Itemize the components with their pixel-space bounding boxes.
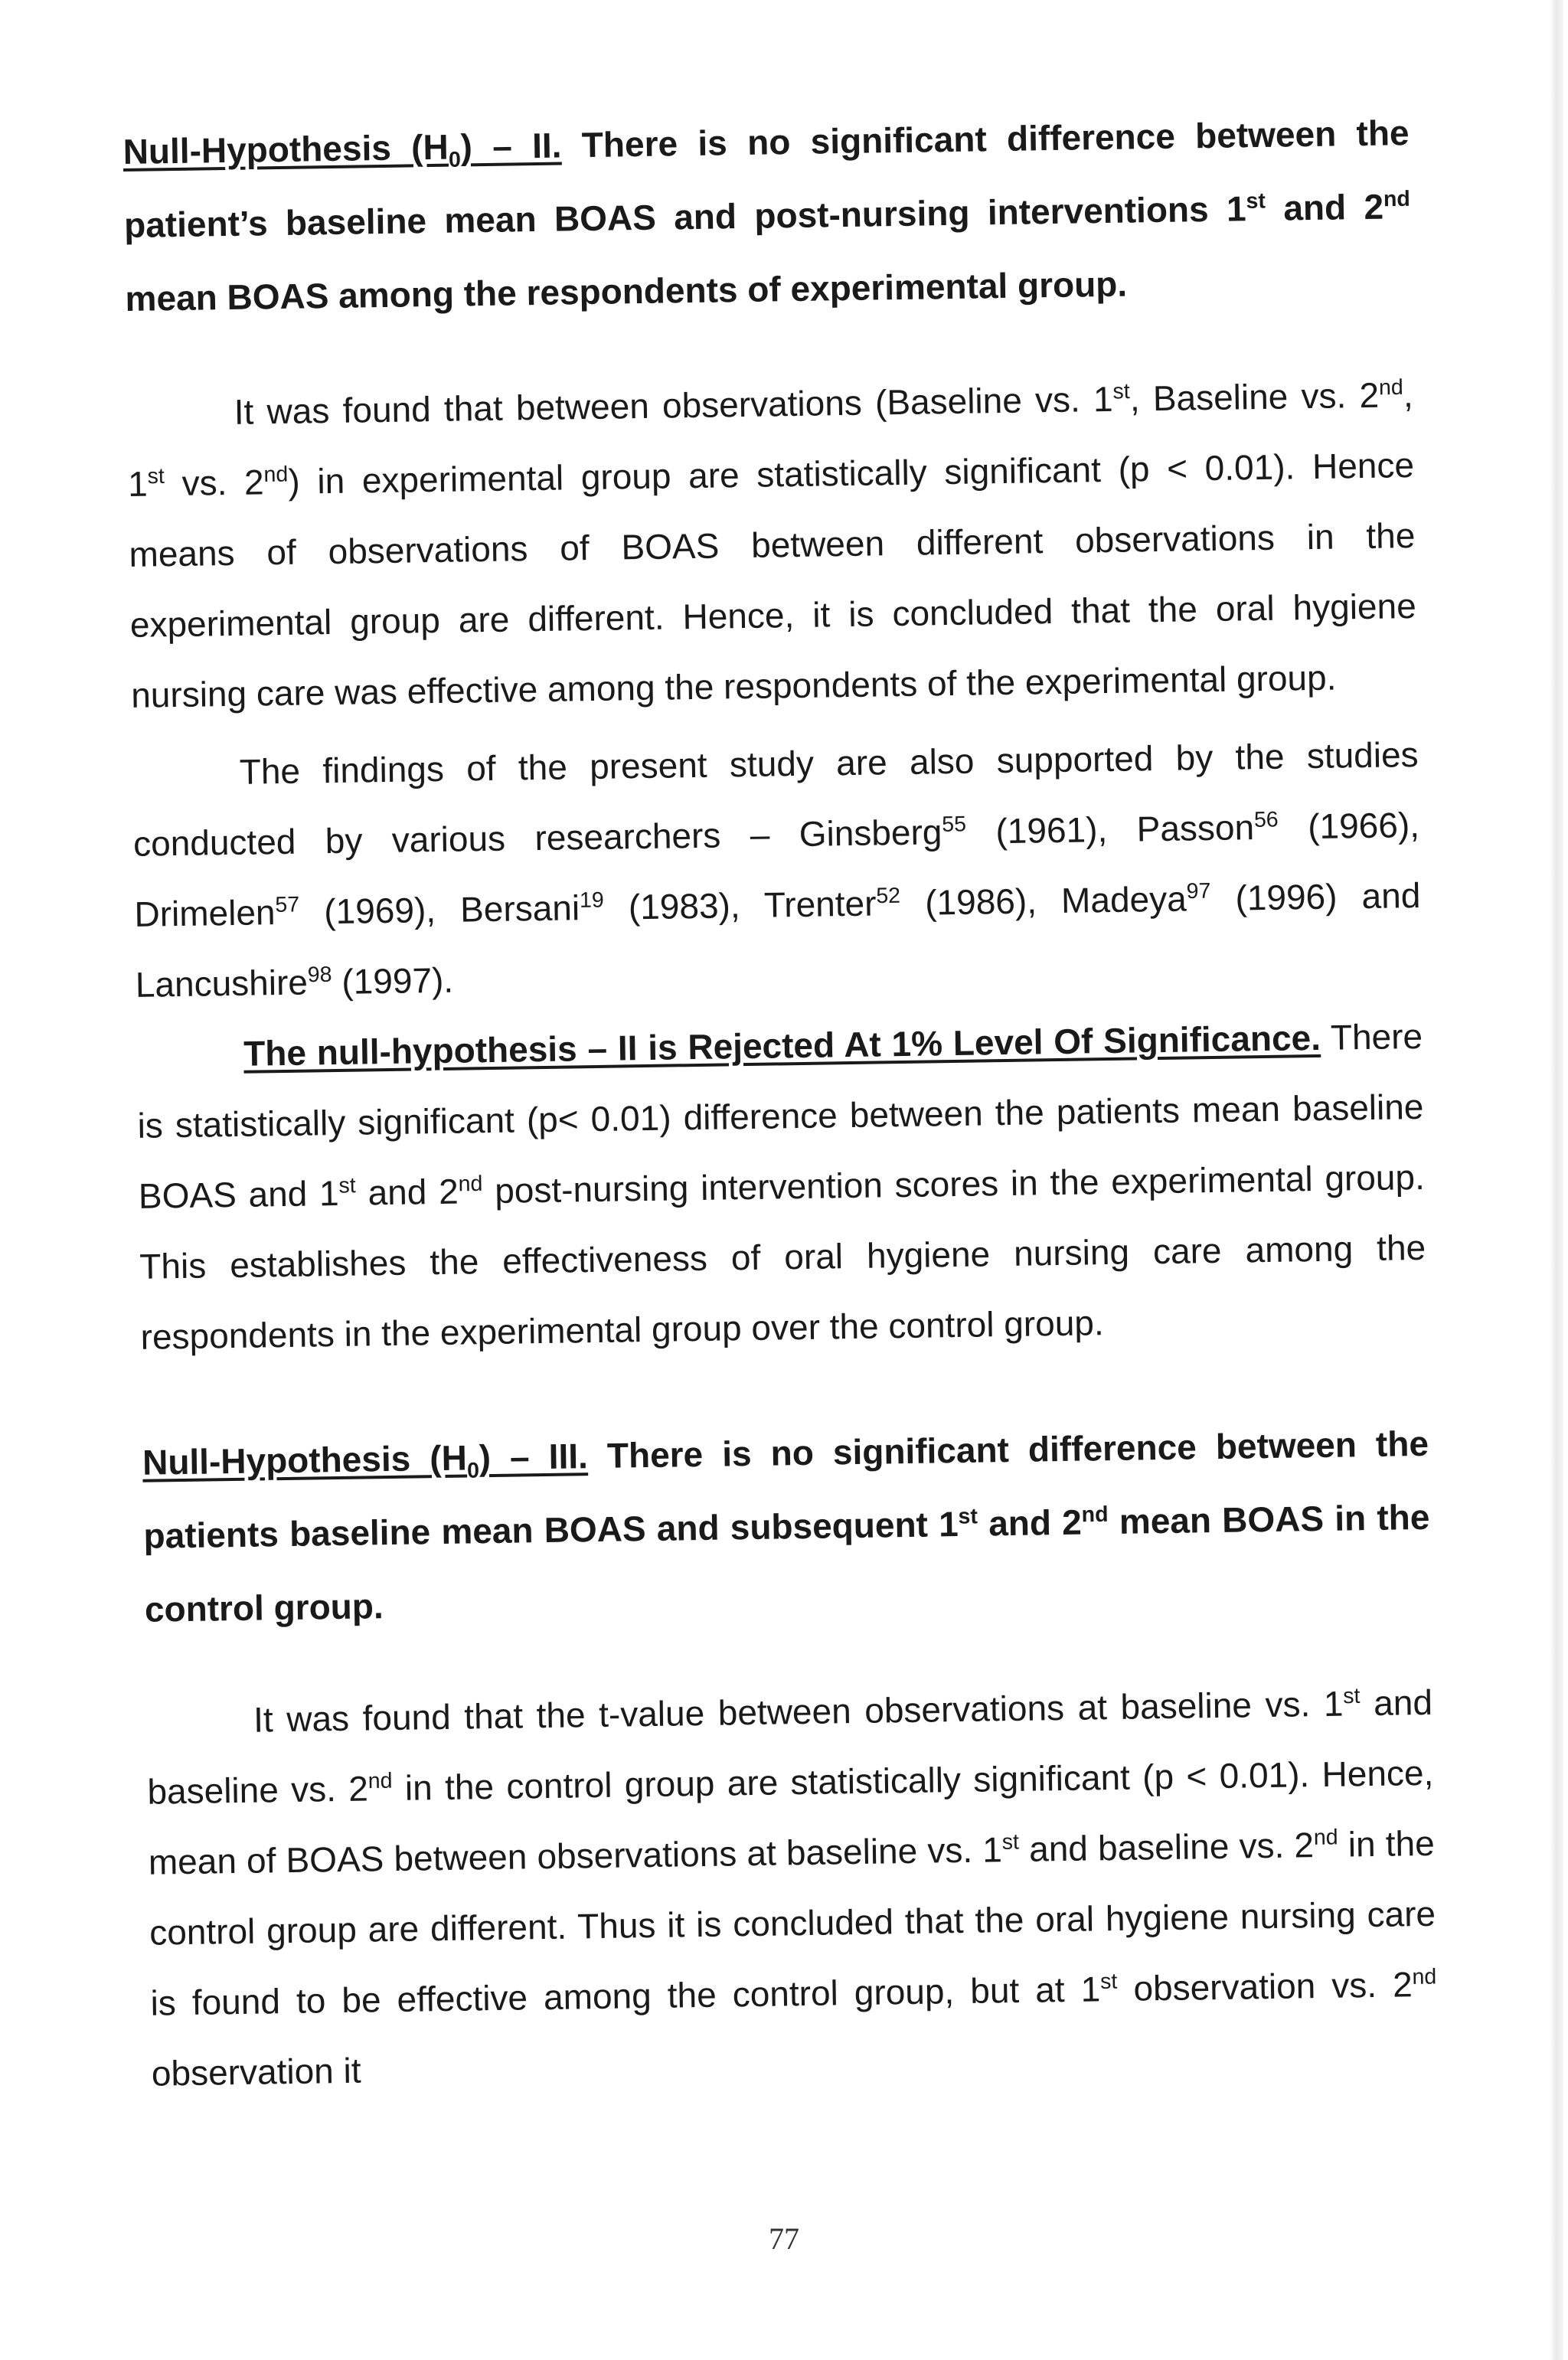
null-hypothesis-iii: Null-Hypothesis $(H_0)$ – III. There is no significant difference between the patients baseline mean BOAS and subsequent 1st and 2nd mean BOAS in the control group. (142, 1423, 1430, 1629)
paragraph-hypothesis-ii-rejected: The null-hypothesis – II is Rejected At 1% Level Of Significance. There is statistically significant (p< 0.01) difference between the patients mean baseline BOAS and 1st and 2nd post-nursing intervention scores in the experimental group. This establishes the effectiveness of oral hygiene nursing care among the respondents in the experimental group over the control group. (137, 1015, 1426, 1357)
paragraph-supporting-studies: The findings of the present study are also supported by the studies conducted by various researchers – Ginsberg$^{55}$ (1961), Passon$^{56}$ (1966), Drimelen$^{57}$ (1969), Bersani$^{19}$ (1983), Trenter$^{52}$ (1986), Madeya$^{97}$ (1996) and Lancushire$^{98}$ (1997). (132, 734, 1421, 1005)
rejection-heading: The null-hypothesis – II is Rejected At 1% Level Of Significance. (243, 1017, 1321, 1074)
paragraph-control-findings: It was found that the t-value between observations at baseline vs. 1st and baseline vs. 2nd in the control group are statistically significant (p < 0.01). Hence, mean of BOAS between observations at baseline vs. 1st and baseline vs. 2nd in the control group are different. Thus it is concluded that the oral hygiene nursing care is found to be effective among the control group, but at 1st observation vs. 2nd observation it (147, 1682, 1437, 2094)
paragraph-experimental-findings: It was found that between observations (Baseline vs. 1st, Baseline vs. 2nd, 1st vs. 2nd) in experimental group are statistically significant (p < 0.01). Hence means of observations of BOAS between different observations in the experimental group are different. Hence, it is concluded that the oral hygiene nursing care was effective among the respondents of the experimental group. (127, 374, 1417, 715)
hypothesis-iii-label: Null-Hypothesis $(H_0)$ – III. (142, 1436, 589, 1483)
hypothesis-ii-label: Null-Hypothesis $(H_0)$ – II. (122, 125, 562, 172)
null-hypothesis-ii: Null-Hypothesis $(H_0)$ – II. There is no significant difference between the patient’s baseline mean BOAS and post-nursing interventions 1st and 2nd mean BOAS among the respondents of experimental group. (122, 113, 1411, 319)
page-number: 77 (769, 2221, 799, 2256)
page-body (122, 96, 1438, 2109)
scan-edge-shadow (1550, 0, 1563, 2360)
